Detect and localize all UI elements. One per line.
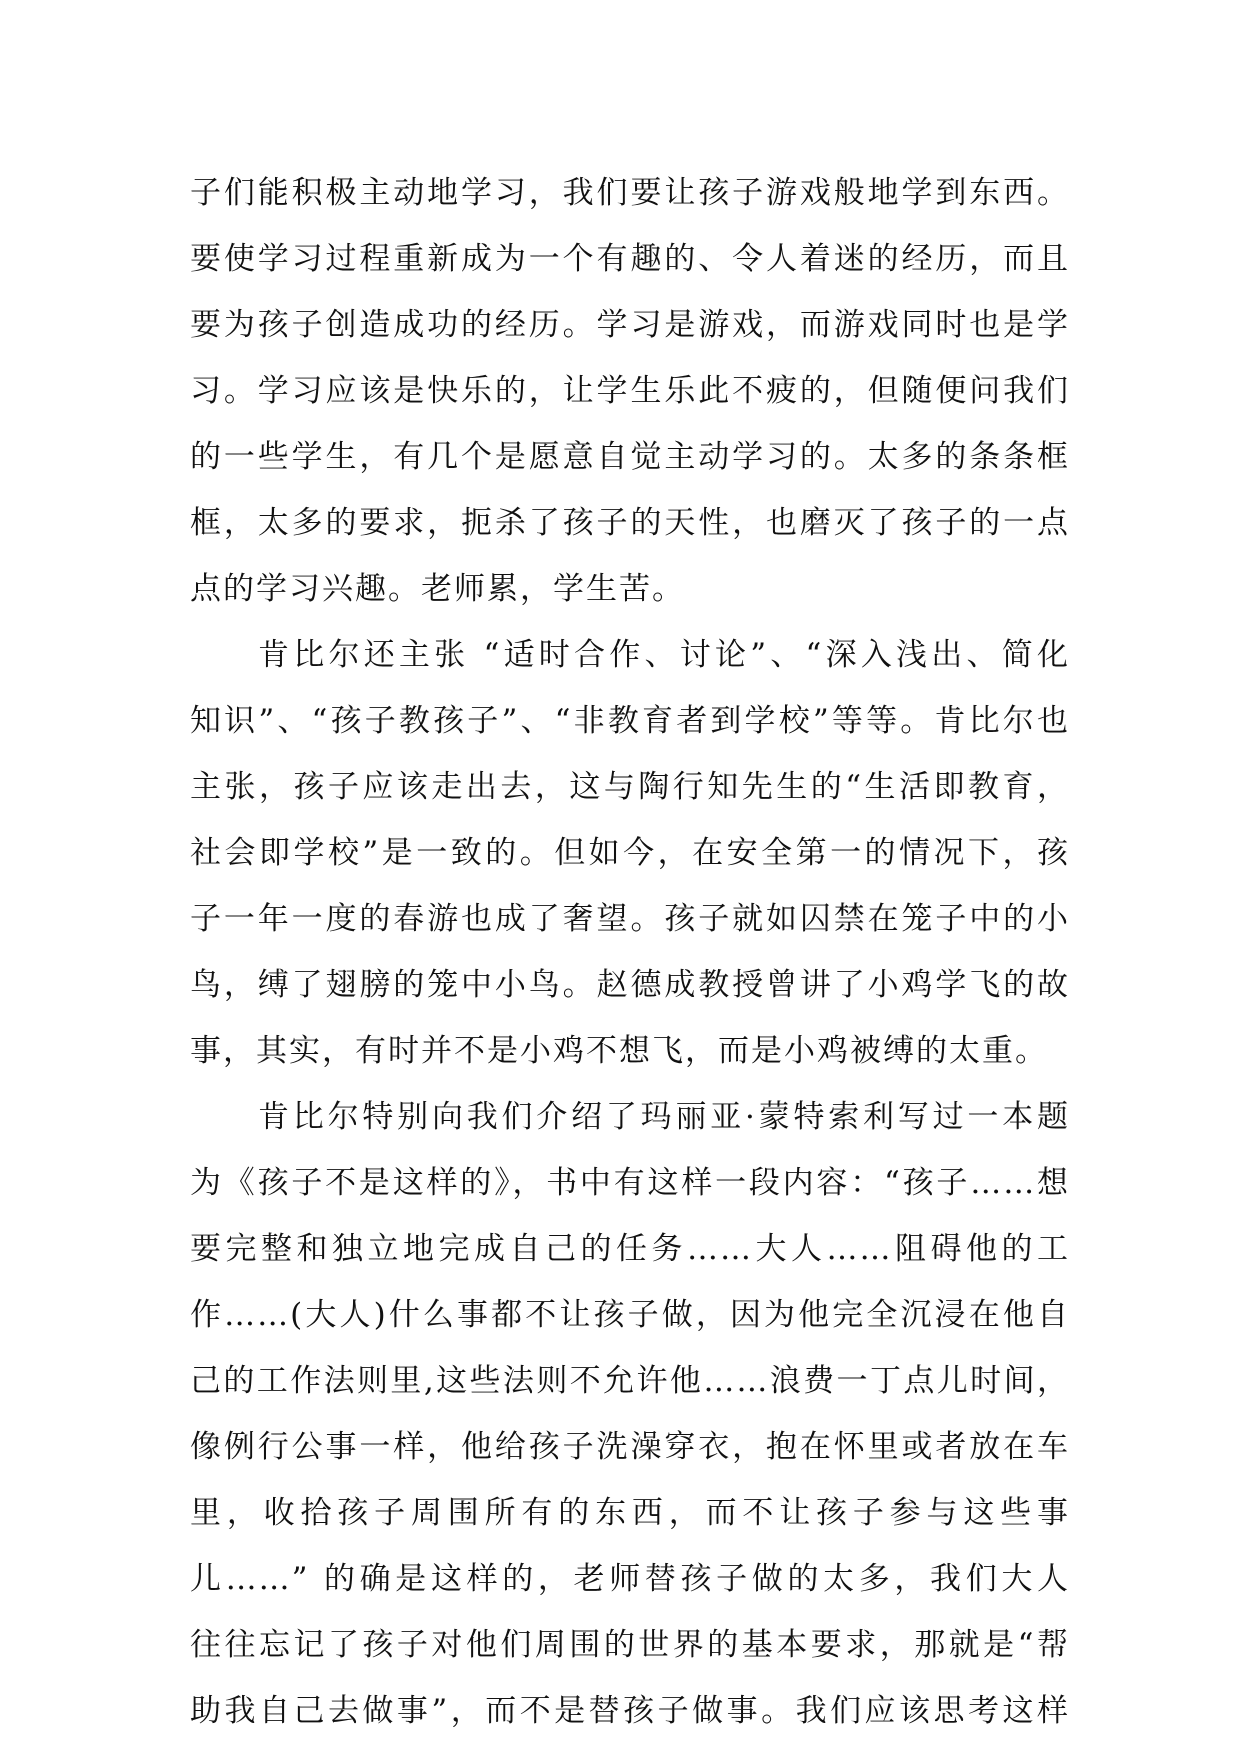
text-line: 像例行公事一样，他给孩子洗澡穿衣，抱在怀里或者放在车 bbox=[190, 1429, 1070, 1465]
text-line: 要使学习过程重新成为一个有趣的、令人着迷的经历，而且 bbox=[190, 241, 1070, 277]
body-text bbox=[190, 160, 1070, 1744]
paragraph-3 bbox=[190, 1084, 1070, 1744]
text-line: 里，收拾孩子周围所有的东西，而不让孩子参与这些事 bbox=[190, 1495, 1070, 1531]
text-line: 点的学习兴趣。老师累，学生苦。 bbox=[190, 571, 685, 607]
text-line: 要为孩子创造成功的经历。学习是游戏，而游戏同时也是学 bbox=[190, 307, 1070, 343]
text-line: 儿……” 的确是这样的，老师替孩子做的太多，我们大人 bbox=[190, 1561, 1070, 1597]
text-line: 主张，孩子应该走出去，这与陶行知先生的“生活即教育， bbox=[190, 769, 1070, 805]
text-line: 往往忘记了孩子对他们周围的世界的基本要求，那就是“帮 bbox=[190, 1627, 1070, 1663]
text-line: 肯比尔特别向我们介绍了玛丽亚·蒙特索利写过一本题 bbox=[258, 1099, 1070, 1135]
text-line: 框，太多的要求，扼杀了孩子的天性，也磨灭了孩子的一点 bbox=[190, 505, 1070, 541]
text-line: 知识”、“孩子教孩子”、“非教育者到学校”等等。肯比尔也 bbox=[190, 703, 1070, 739]
text-line: 子们能积极主动地学习，我们要让孩子游戏般地学到东西。 bbox=[190, 175, 1070, 211]
text-line: 肯比尔还主张 “适时合作、讨论”、“深入浅出、简化 bbox=[258, 637, 1070, 673]
text-line: 鸟，缚了翅膀的笼中小鸟。赵德成教授曾讲了小鸡学飞的故 bbox=[190, 967, 1070, 1003]
text-line: 助我自己去做事”，而不是替孩子做事。我们应该思考这样 bbox=[190, 1693, 1070, 1729]
text-line: 的一些学生，有几个是愿意自觉主动学习的。太多的条条框 bbox=[190, 439, 1070, 475]
text-line: 作……(大人)什么事都不让孩子做，因为他完全沉浸在他自 bbox=[190, 1297, 1070, 1333]
text-line: 社会即学校”是一致的。但如今，在安全第一的情况下，孩 bbox=[190, 835, 1070, 871]
paragraph-1 bbox=[190, 160, 1070, 622]
paragraph-2 bbox=[190, 622, 1070, 1084]
text-line: 为《孩子不是这样的》，书中有这样一段内容：“孩子……想 bbox=[190, 1165, 1070, 1201]
text-line: 习。学习应该是快乐的，让学生乐此不疲的，但随便问我们 bbox=[190, 373, 1070, 409]
text-line: 事，其实，有时并不是小鸡不想飞，而是小鸡被缚的太重。 bbox=[190, 1033, 1048, 1069]
text-line: 子一年一度的春游也成了奢望。孩子就如囚禁在笼子中的小 bbox=[190, 901, 1070, 937]
text-line: 要完整和独立地完成自己的任务……大人……阻碍他的工 bbox=[190, 1231, 1070, 1267]
text-line: 己的工作法则里,这些法则不允许他……浪费一丁点儿时间， bbox=[190, 1363, 1070, 1399]
